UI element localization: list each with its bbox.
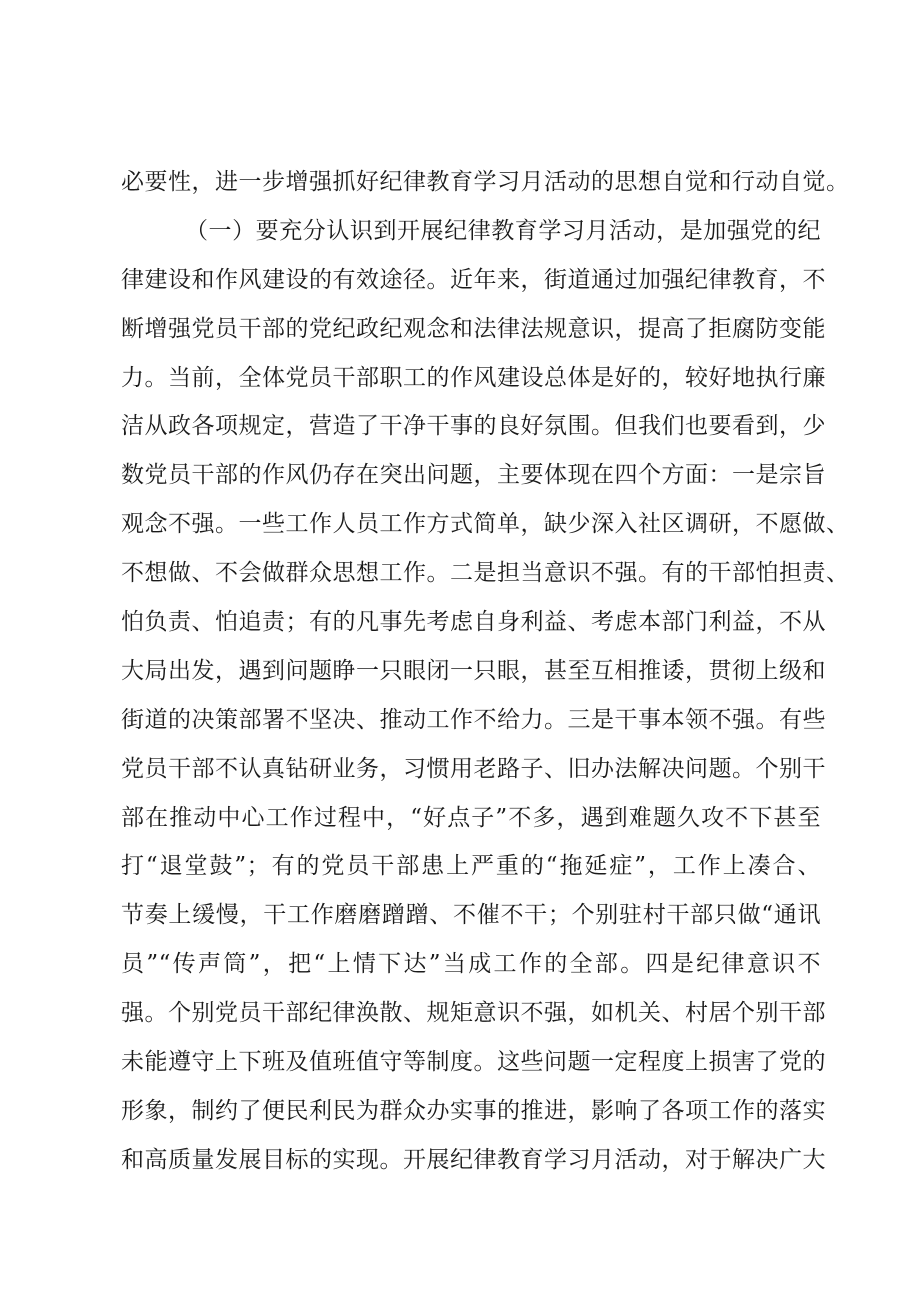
text-line: 必要性，进一步增强抓好纪律教育学习月活动的思想自觉和行动自觉。 bbox=[121, 169, 850, 195]
text-line: 和高质量发展目标的实现。开展纪律教育学习月活动，对于解决广大 bbox=[121, 1146, 826, 1173]
text-line: 律建设和作风建设的有效途径。近年来，街道通过加强纪律教育，不 bbox=[121, 266, 826, 293]
text-line: 员”“传声筒”，把“上情下达”当成工作的全部。四是纪律意识不 bbox=[121, 951, 821, 978]
text-line: 数党员干部的作风仍存在突出问题，主要体现在四个方面：一是宗旨 bbox=[121, 462, 826, 489]
text-line: 未能遵守上下班及值班值守等制度。这些问题一定程度上损害了党的 bbox=[121, 1049, 826, 1076]
text-line: 观念不强。一些工作人员工作方式简单，缺少深入社区调研，不愿做、 bbox=[121, 511, 850, 538]
text-line: 不想做、不会做群众思想工作。二是担当意识不强。有的干部怕担责、 bbox=[121, 560, 850, 587]
text-line: 党员干部不认真钻研业务，习惯用老路子、旧办法解决问题。个别干 bbox=[121, 755, 826, 782]
text-line: 打“退堂鼓”；有的党员干部患上严重的“拖延症”，工作上凑合、 bbox=[121, 853, 821, 880]
text-line: 节奏上缓慢，干工作磨磨蹭蹭、不催不干；个别驻村干部只做“通讯 bbox=[121, 902, 821, 929]
text-line: 大局出发，遇到问题睁一只眼闭一只眼，甚至互相推诿，贯彻上级和 bbox=[121, 657, 826, 684]
text-line: 洁从政各项规定，营造了干净干事的良好氛围。但我们也要看到，少 bbox=[121, 413, 826, 440]
body-text bbox=[121, 158, 850, 1185]
text-line: 部在推动中心工作过程中，“好点子”不多，遇到难题久攻不下甚至 bbox=[121, 804, 821, 831]
text-line: 怕负责、怕追责；有的凡事先考虑自身利益、考虑本部门利益，不从 bbox=[121, 609, 826, 636]
text-line: 强。个别党员干部纪律涣散、规矩意识不强，如机关、村居个别干部 bbox=[121, 1000, 826, 1027]
text-line: 断增强党员干部的党纪政纪观念和法律法规意识，提高了拒腐防变能 bbox=[121, 315, 826, 342]
text-line: 街道的决策部署不坚决、推动工作不给力。三是干事本领不强。有些 bbox=[121, 706, 826, 733]
text-line: 形象，制约了便民利民为群众办实事的推进，影响了各项工作的落实 bbox=[121, 1097, 826, 1124]
text-line: 力。当前，全体党员干部职工的作风建设总体是好的，较好地执行廉 bbox=[121, 364, 826, 391]
text-line: （一）要充分认识到开展纪律教育学习月活动，是加强党的纪 bbox=[185, 217, 821, 244]
